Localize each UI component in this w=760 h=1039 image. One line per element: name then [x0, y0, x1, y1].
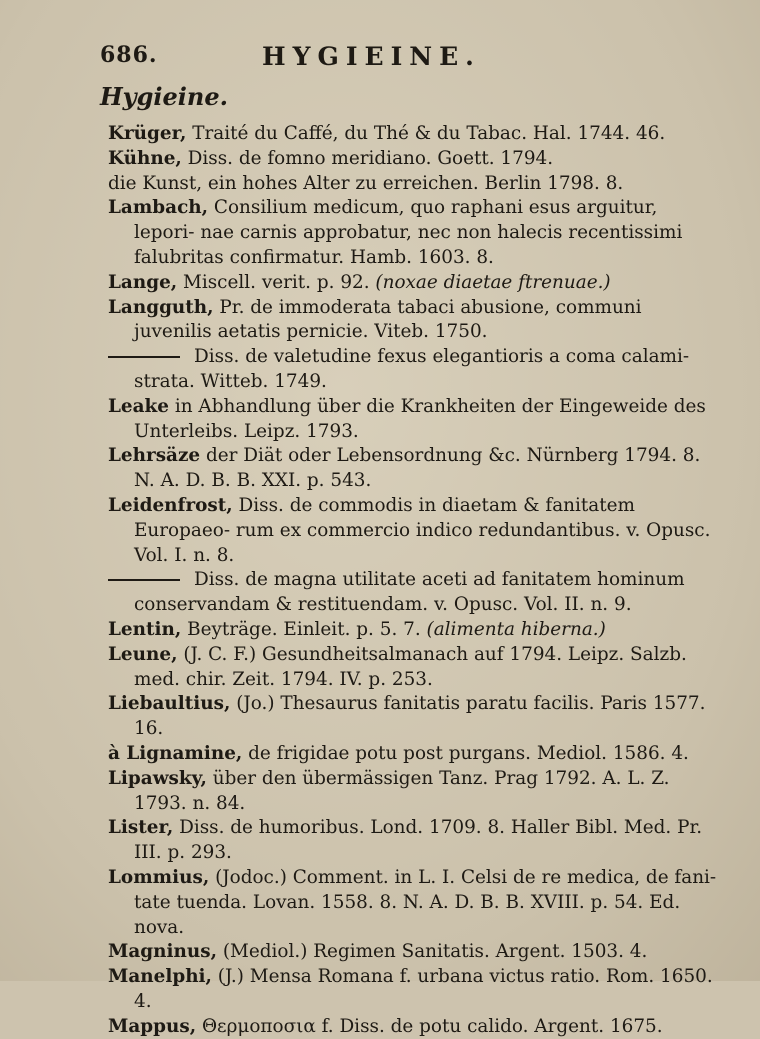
section-title: Hygieine.	[100, 82, 228, 111]
entry-langguth-diss: Diss. de valetudine fexus elegantioris a coma calami- strata. Witteb. 1749.	[108, 345, 723, 395]
entry-leidenfrost: Leidenfrost, Diss. de commodis in diaetam & fanitatem Europaeo- rum ex commercio indico redundantibus. v. Opusc. Vol. I. n. 8.	[108, 494, 711, 566]
entry-magninus: Magninus, (Mediol.) Regimen Sanitatis. Argent. 1503. 4.	[108, 941, 648, 963]
ditto-dash	[108, 356, 180, 358]
entry-lommius: Lommius, (Jodoc.) Comment. in L. I. Celsi de re medica, de fani- tate tuenda. Lovan. 1558. 8. N. A. D. B. B. XVIII. p. 54. Ed. nova.	[108, 866, 717, 938]
entry-krueger: Krüger, Traité du Caffé, du Thé & du Tabac. Hal. 1744. 46.	[108, 123, 666, 144]
running-head: HYGIEINE.	[262, 42, 481, 71]
entry-leake: Leake in Abhandlung über die Krankheiten der Eingeweide des Unterleibs. Leipz. 1793.	[108, 395, 706, 442]
entry-lignamine: à Lignamine, de frigidae potu post purgans. Mediol. 1586. 4.	[108, 742, 689, 764]
entry-kuehne-kunst: die Kunst, ein hohes Alter zu erreichen. Berlin 1798. 8.	[108, 172, 624, 194]
entry-lambach: Lambach, Consilium medicum, quo raphani esus arguitur, lepori- nae carnis approbatur, nec non halecis recentissimi falubritas confirmatur. Hamb. 1603. 8.	[108, 197, 683, 268]
entry-lehrsaeze: Lehrsäze der Diät oder Lebensordnung &c. Nürnberg 1794. 8. N. A. D. B. B. XXI. p. 543.	[108, 445, 701, 492]
entry-leidenfrost-diss: Diss. de magna utilitate aceti ad fanitatem hominum conservandam & restituendam. v. Opusc. Vol. II. n. 9.	[108, 568, 723, 618]
entry-lipawsky: Lipawsky, über den übermässigen Tanz. Prag 1792. A. L. Z. 1793. n. 84.	[108, 767, 670, 814]
entry-liebaultius: Liebaultius, (Jo.) Thesaurus fanitatis paratu facilis. Paris 1577. 16.	[108, 693, 706, 740]
ditto-dash	[108, 579, 180, 581]
entry-kuehne: Kühne, Diss. de fomno meridiano. Goett. 1794.	[108, 147, 554, 169]
entry-lister: Lister, Diss. de humoribus. Lond. 1709. 8. Haller Bibl. Med. Pr. III. p. 293.	[108, 817, 703, 864]
bibliography-list	[108, 122, 723, 1039]
page-header	[0, 42, 760, 82]
entry-mappus: Mappus, Θερμοποσια f. Diss. de potu calido. Argent. 1675.	[108, 1015, 663, 1037]
entry-manelphi: Manelphi, (J.) Mensa Romana f. urbana victus ratio. Rom. 1650. 4.	[108, 966, 713, 1012]
entry-lange: Lange, Miscell. verit. p. 92. (noxae diaetae ftrenuae.)	[108, 271, 611, 293]
entry-langguth: Langguth, Pr. de immoderata tabaci abusione, communi juvenilis aetatis pernicie. Viteb. 1750.	[108, 296, 642, 343]
entry-leune: Leune, (J. C. F.) Gesundheitsalmanach auf 1794. Leipz. Salzb. med. chir. Zeit. 1794. IV. p. 253.	[108, 643, 687, 690]
page-number: 686.	[100, 42, 158, 68]
entry-lentin: Lentin, Beyträge. Einleit. p. 5. 7. (alimenta hiberna.)	[108, 618, 606, 640]
